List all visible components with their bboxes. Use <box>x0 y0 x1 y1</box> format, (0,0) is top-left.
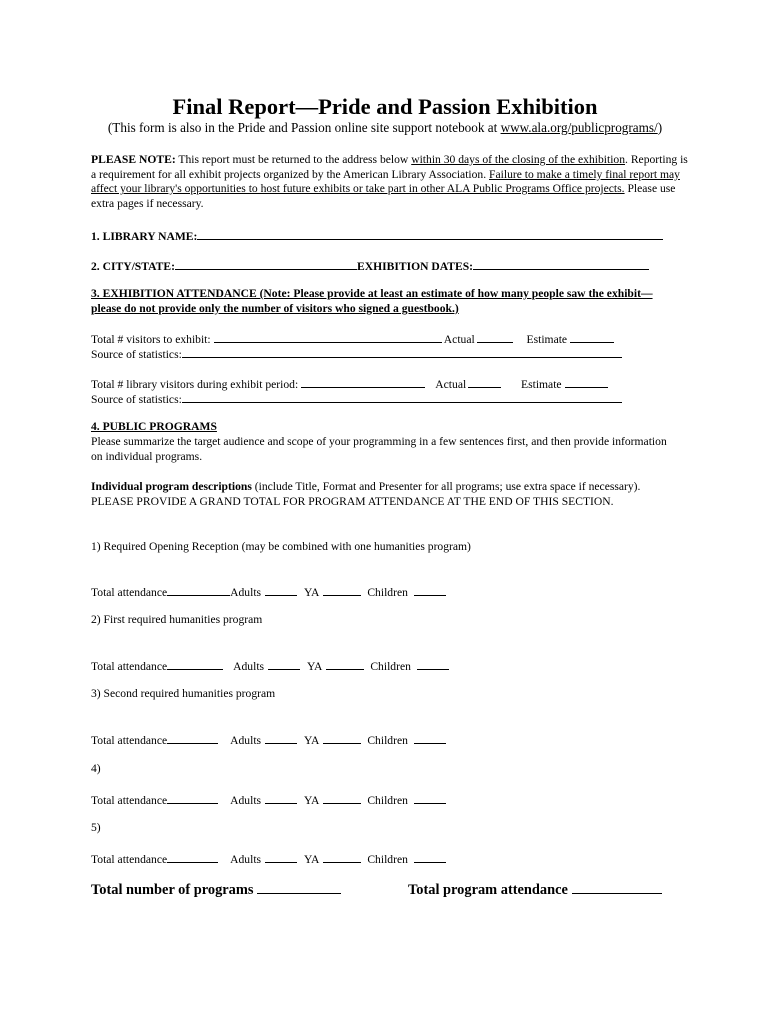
city-state-label: 2. CITY/STATE: <box>91 260 175 273</box>
p1-adults-label: Adults <box>230 586 262 599</box>
visitors-field[interactable] <box>214 331 442 343</box>
library-estimate-field[interactable] <box>565 376 608 388</box>
p1-total-label: Total attendance <box>91 586 168 599</box>
library-actual-field[interactable] <box>468 376 501 388</box>
p3-adults-field[interactable] <box>265 732 297 744</box>
library-visitors-field[interactable] <box>301 376 425 388</box>
library-source-label: Source of statistics: <box>91 393 182 406</box>
library-name-field[interactable] <box>197 228 663 240</box>
p4-ya-label: YA <box>303 794 320 807</box>
programs-intro: Please summarize the target audience and scope of your programming in a few sentences first, and then provide information on individual programs. <box>91 435 667 463</box>
program-3-label: 3) Second required humanities program <box>91 687 276 700</box>
library-name-label: 1. LIBRARY NAME: <box>91 230 198 243</box>
p1-ya-field[interactable] <box>323 584 361 596</box>
note-label: PLEASE NOTE: <box>91 153 176 166</box>
visitors-actual-field[interactable] <box>477 331 513 343</box>
note-warning: Failure to make a timely final report may affect your library's opportunities to host future exhibits or take part in other ALA Public Programs Office projects. <box>91 167 680 196</box>
publicprograms-link[interactable]: www.ala.org/publicprograms/ <box>500 120 658 135</box>
p3-total-label: Total attendance <box>91 734 168 747</box>
library-actual-label: Actual <box>435 378 467 391</box>
program-4-attendance-row <box>91 792 446 809</box>
total-programs-label: Total number of programs <box>91 882 258 898</box>
program-1-attendance-row <box>91 584 446 601</box>
total-attendance-field[interactable] <box>572 880 662 894</box>
p3-total-field[interactable] <box>167 732 218 744</box>
visitors-label: Total # visitors to exhibit: <box>91 333 214 346</box>
city-dates-row <box>91 258 649 275</box>
visitors-source-field[interactable] <box>182 346 622 358</box>
total-attendance-row <box>408 880 662 899</box>
city-state-field[interactable] <box>175 258 357 270</box>
p4-total-field[interactable] <box>167 792 218 804</box>
subtitle-close: ) <box>657 120 663 135</box>
visitors-estimate-label: Estimate <box>526 333 568 346</box>
public-programs-heading: 4. PUBLIC PROGRAMS <box>91 420 217 433</box>
p3-ya-field[interactable] <box>323 732 361 744</box>
note-deadline: within 30 days of the closing of the exhibition <box>411 153 626 166</box>
program-descriptions <box>91 480 681 509</box>
note-text-1: This report must be returned to the address below <box>175 153 412 166</box>
program-3-attendance-row <box>91 732 446 749</box>
library-name-row <box>91 228 663 245</box>
visitors-estimate-field[interactable] <box>570 331 614 343</box>
descriptions-text: (include Title, Format and Presenter for all programs; use extra space if necessary). PLEASE PROVIDE A GRAND TOTAL FOR PROGRAM ATTENDANCE AT THE END OF THIS SECTION. <box>91 480 641 508</box>
subtitle <box>0 120 770 136</box>
p4-total-label: Total attendance <box>91 794 168 807</box>
p4-adults-label: Adults <box>230 794 262 807</box>
page-title: Final Report—Pride and Passion Exhibition <box>172 94 598 119</box>
exhibition-dates-field[interactable] <box>473 258 649 270</box>
exhibition-dates-label: EXHIBITION DATES: <box>356 260 474 273</box>
p5-total-field[interactable] <box>167 851 218 863</box>
attendance-heading: 3. EXHIBITION ATTENDANCE (Note: Please provide at least an estimate of how many people saw the exhibit—please do not provide only the number of visitors who signed a guestbook.) <box>91 287 653 315</box>
library-source-row <box>91 391 622 408</box>
p5-children-label: Children <box>367 853 408 866</box>
visitors-source-row <box>91 346 622 363</box>
program-1-label: 1) Required Opening Reception (may be combined with one humanities program) <box>91 540 471 553</box>
p3-children-label: Children <box>367 734 408 747</box>
program-2-label: 2) First required humanities program <box>91 613 263 626</box>
total-programs-row <box>91 880 341 899</box>
please-note <box>91 153 691 211</box>
note-text-3: Please use extra pages if necessary. <box>91 182 676 210</box>
total-attendance-label: Total program attendance <box>408 882 572 898</box>
program-4-label: 4) <box>91 762 101 775</box>
p2-ya-label: YA <box>306 660 323 673</box>
p1-ya-label: YA <box>303 586 320 599</box>
p1-total-field[interactable] <box>167 584 230 596</box>
p4-ya-field[interactable] <box>323 792 361 804</box>
p2-children-field[interactable] <box>417 658 449 670</box>
p3-children-field[interactable] <box>414 732 446 744</box>
p2-total-label: Total attendance <box>91 660 168 673</box>
p3-adults-label: Adults <box>230 734 262 747</box>
p4-children-field[interactable] <box>414 792 446 804</box>
visitors-source-label: Source of statistics: <box>91 348 182 361</box>
p5-adults-label: Adults <box>230 853 262 866</box>
p1-children-field[interactable] <box>414 584 446 596</box>
p2-ya-field[interactable] <box>326 658 364 670</box>
p5-adults-field[interactable] <box>265 851 297 863</box>
p5-ya-field[interactable] <box>323 851 361 863</box>
program-2-attendance-row <box>91 658 449 675</box>
p2-total-field[interactable] <box>167 658 223 670</box>
program-5-attendance-row <box>91 851 446 868</box>
visitors-actual-label: Actual <box>443 333 475 346</box>
descriptions-label: Individual program descriptions <box>91 480 252 493</box>
p5-ya-label: YA <box>303 853 320 866</box>
program-5-label: 5) <box>91 821 101 834</box>
p5-children-field[interactable] <box>414 851 446 863</box>
note-text-2: . Reporting is a requirement for all exhibit projects organized by the American Library Association. <box>91 153 688 181</box>
p2-adults-label: Adults <box>233 660 265 673</box>
p2-children-label: Children <box>370 660 411 673</box>
p3-ya-label: YA <box>303 734 320 747</box>
p4-adults-field[interactable] <box>265 792 297 804</box>
p2-adults-field[interactable] <box>268 658 300 670</box>
p4-children-label: Children <box>367 794 408 807</box>
library-estimate-label: Estimate <box>521 378 562 391</box>
p5-total-label: Total attendance <box>91 853 168 866</box>
library-visitors-label: Total # library visitors during exhibit period: <box>91 378 302 391</box>
total-programs-field[interactable] <box>257 880 341 894</box>
library-source-field[interactable] <box>182 391 622 403</box>
p1-adults-field[interactable] <box>265 584 297 596</box>
p1-children-label: Children <box>367 586 408 599</box>
subtitle-text: (This form is also in the Pride and Passion online site support notebook at <box>107 120 501 135</box>
